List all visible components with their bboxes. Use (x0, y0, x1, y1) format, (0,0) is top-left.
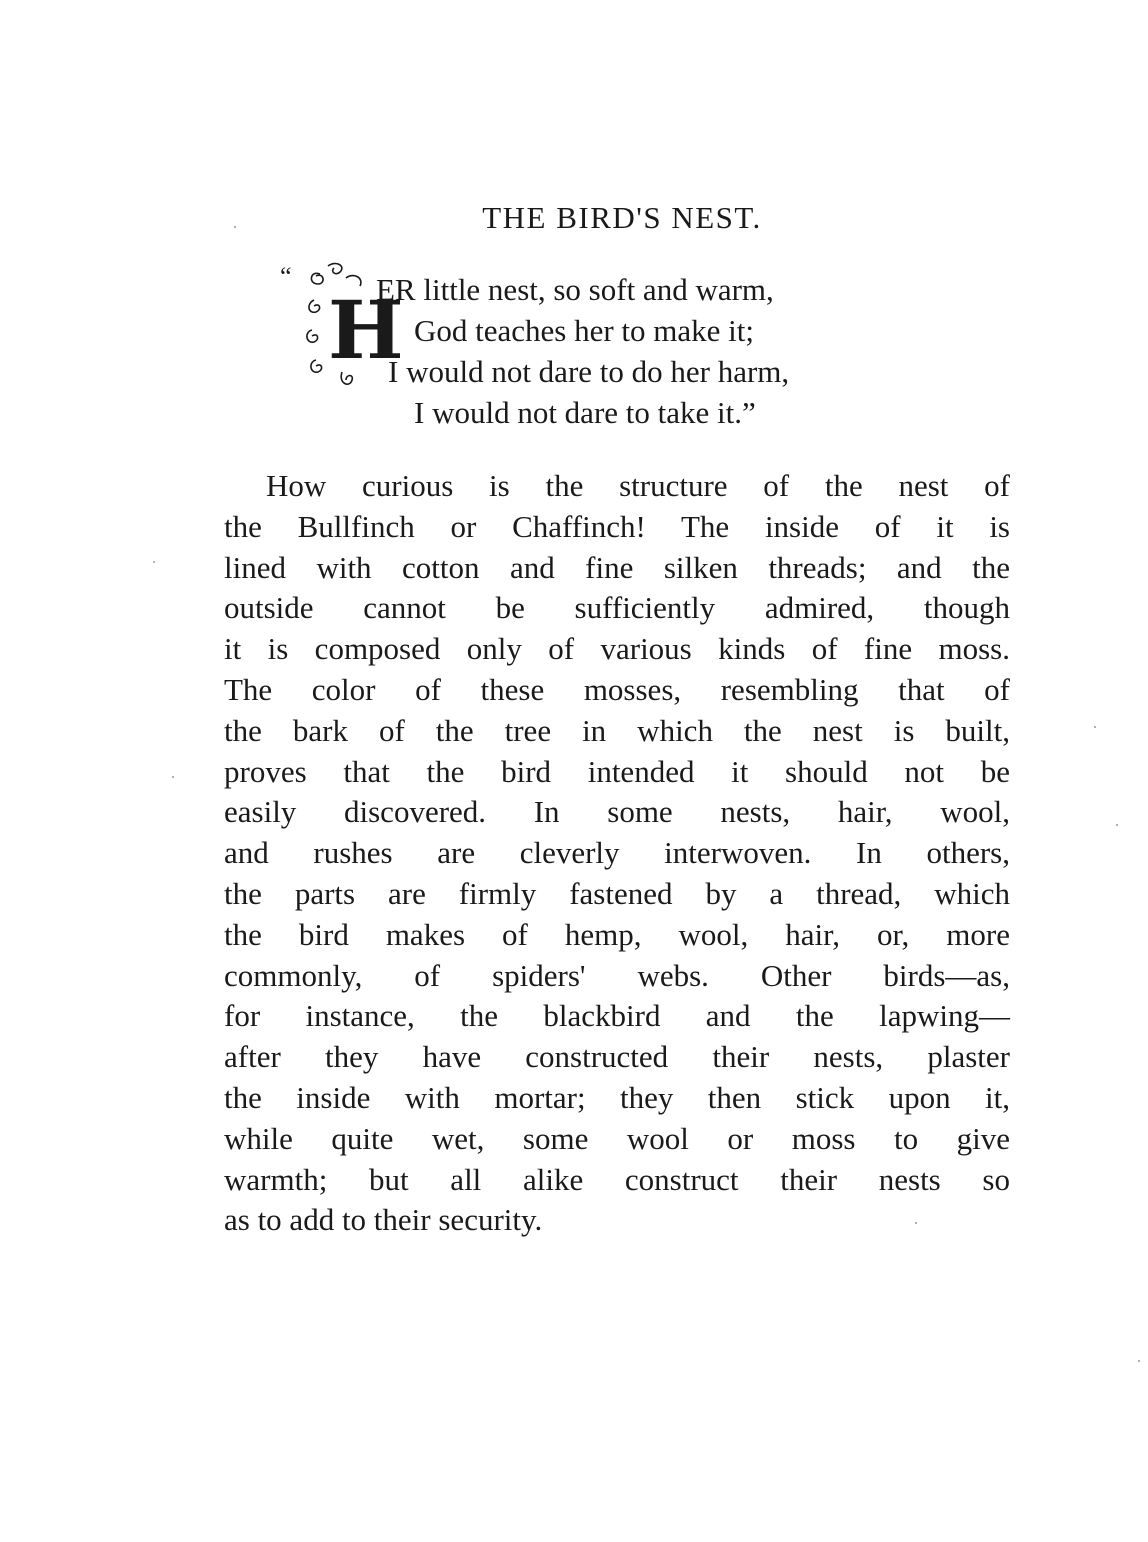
paragraph-line: warmth; but all alike construct their nests so (224, 1161, 1010, 1197)
scan-speck (1094, 726, 1096, 728)
paragraph-line: the bird makes of hemp, wool, hair, or, more (224, 916, 1010, 952)
paragraph-line: for instance, the blackbird and the lapwing— (224, 998, 1010, 1034)
paragraph-line: proves that the bird intended it should not be (224, 753, 1010, 789)
scan-speck (234, 226, 236, 228)
paragraph-line: the inside with mortar; they then stick upon it, (224, 1079, 1010, 1115)
dropcap-letter: H (328, 283, 404, 377)
paragraph-line: it is composed only of various kinds of fine moss. (224, 631, 1010, 667)
poem-line-1: ER little nest, so soft and warm, (376, 272, 774, 307)
body-paragraph (224, 466, 1010, 1241)
paragraph-line: the bark of the tree in which the nest is built, (224, 712, 1010, 748)
paragraph-line: and rushes are cleverly interwoven. In others, (224, 835, 1010, 871)
scan-speck (915, 1222, 917, 1224)
scan-speck (1138, 1360, 1140, 1362)
poem-epigraph (280, 262, 980, 442)
poem-line-3: I would not dare to do her harm, (388, 354, 790, 389)
paragraph-line: commonly, of spiders' webs. Other birds—as, (224, 957, 1010, 993)
paragraph-line: The color of these mosses, resembling that of (224, 671, 1010, 707)
paragraph-line: the Bullfinch or Chaffinch! The inside of it is (224, 508, 1010, 544)
paragraph-line: lined with cotton and fine silken threads; and the (224, 549, 1010, 585)
paragraph-line: the parts are firmly fastened by a thread, which (224, 875, 1010, 911)
dropcap-ornament-icon (302, 260, 404, 392)
paragraph-line: as to add to their security. (224, 1202, 543, 1238)
paragraph-line: outside cannot be sufficiently admired, though (224, 590, 1010, 626)
paragraph-line: easily discovered. In some nests, hair, wool, (224, 794, 1010, 830)
scan-speck (1116, 824, 1118, 826)
ornamental-dropcap-h (302, 260, 404, 392)
paragraph-line: while quite wet, some wool or moss to give (224, 1120, 1010, 1156)
page-title: THE BIRD'S NEST. (482, 200, 762, 235)
poem-line-2: God teaches her to make it; (414, 313, 755, 348)
poem-line-4: I would not dare to take it.” (414, 395, 756, 430)
scan-speck (172, 776, 174, 778)
paragraph-line: How curious is the structure of the nest of (266, 468, 1010, 503)
paragraph-line: after they have constructed their nests, plaster (224, 1039, 1010, 1075)
scan-speck (153, 561, 155, 563)
poem-open-quote: “ (280, 262, 292, 291)
